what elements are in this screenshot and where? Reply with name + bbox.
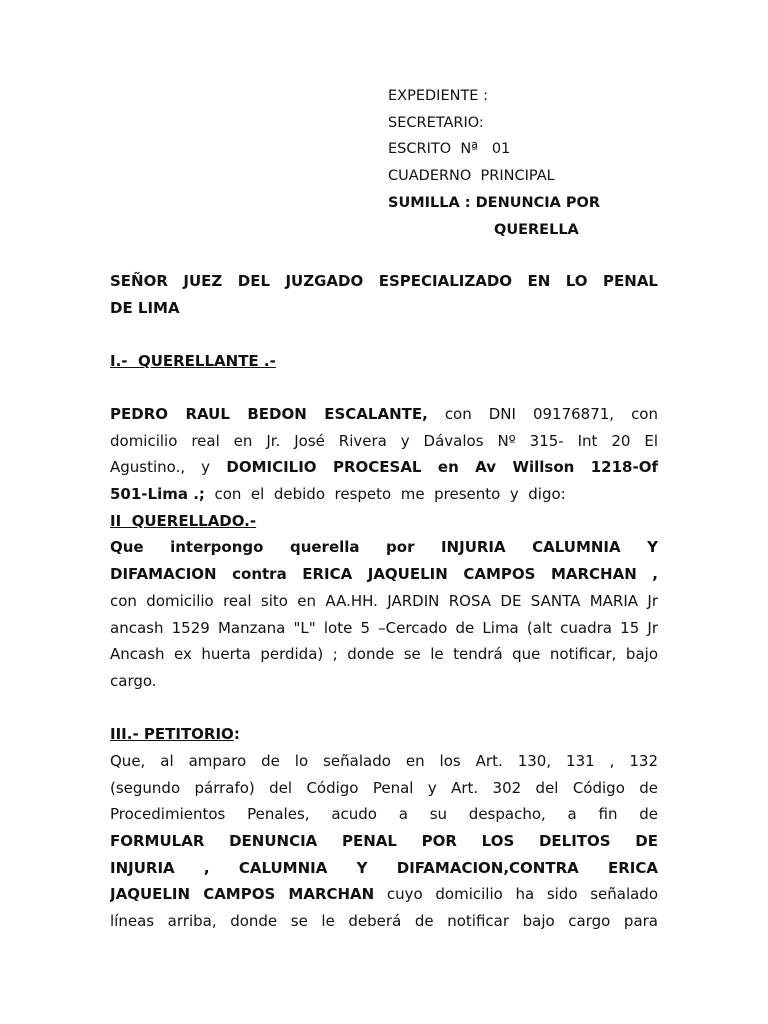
- addressee-line-2: DE LIMA: [110, 298, 180, 317]
- querellante-line-4b: con el debido respeto me presento y digo:: [204, 485, 566, 504]
- petitorio-heading: III.- PETITORIO: [110, 725, 234, 743]
- escrito-line: ESCRITO Nª 01: [388, 141, 511, 158]
- petitorio-paragraph: [110, 748, 658, 935]
- querellado-line-4: ancash 1529 Manzana "L" lote 5 –Cercado de Lima (alt cuadra 15 Jr: [110, 618, 658, 637]
- querellante-line-4: [110, 481, 658, 508]
- querellado-line-6: cargo.: [110, 671, 157, 690]
- querellante-name: PEDRO RAUL BEDON ESCALANTE,: [110, 405, 428, 423]
- case-header: [388, 83, 600, 243]
- cuaderno-line: CUADERNO PRINCIPAL: [388, 168, 555, 185]
- querellante-dni: con DNI 09176871, con: [427, 405, 658, 423]
- expediente-line: EXPEDIENTE :: [388, 88, 488, 104]
- addressee-line-1: SEÑOR JUEZ DEL JUZGADO ESPECIALIZADO EN LO PENAL: [110, 272, 658, 290]
- petitorio-line-4: FORMULAR DENUNCIA PENAL POR LOS DELITOS DE: [110, 832, 658, 851]
- querellado-heading-line: [110, 508, 658, 535]
- petitorio-colon: :: [233, 725, 240, 743]
- addressee: [110, 268, 658, 321]
- querellante-heading-block: [110, 348, 658, 375]
- petitorio-heading-block: [110, 721, 658, 748]
- querellante-heading: I.- QUERELLANTE .-: [110, 352, 276, 370]
- secretario-line: SECRETARIO:: [388, 114, 484, 131]
- querellante-paragraph: [110, 401, 658, 695]
- querellante-line-2: domicilio real en Jr. José Rivera y Dávalos Nº 315- Int 20 El: [110, 431, 658, 450]
- querellante-line-3: [110, 454, 658, 481]
- petitorio-line-7: líneas arriba, donde se le deberá de notificar bajo cargo para: [110, 912, 658, 931]
- querellado-line-5: Ancash ex huerta perdida) ; donde se le tendrá que notificar, bajo: [110, 645, 658, 664]
- petitorio-line-5: INJURIA , CALUMNIA Y DIFAMACION,CONTRA ERICA: [110, 858, 658, 877]
- querellado-line-3: con domicilio real sito en AA.HH. JARDIN ROSA DE SANTA MARIA Jr: [110, 591, 658, 610]
- petitorio-line-3: Procedimientos Penales, acudo a su despacho, a fin de: [110, 805, 658, 824]
- querellado-line-2: DIFAMACION contra ERICA JAQUELIN CAMPOS MARCHAN ,: [110, 565, 658, 584]
- petitorio-line-6b: cuyo domicilio ha sido señalado: [374, 885, 658, 904]
- sumilla-line-2: QUERELLA: [494, 221, 579, 238]
- querellado-line-1: Que interpongo querella por INJURIA CALUMNIA Y: [110, 538, 658, 557]
- querellado-name: JAQUELIN CAMPOS MARCHAN: [110, 885, 375, 904]
- petitorio-line-2: (segundo párrafo) del Código Penal y Art. 302 del Código de: [110, 778, 658, 797]
- querellante-line-3a: Agustino., y: [110, 458, 210, 477]
- domicilio-procesal: DOMICILIO PROCESAL en Av Willson 1218-Of: [209, 458, 658, 477]
- querellado-heading: II QUERELLADO.-: [110, 511, 257, 530]
- petitorio-line-1: Que, al amparo de lo señalado en los Art. 130, 131 , 132: [110, 752, 658, 770]
- domicilio-procesal-end: 501-Lima .;: [110, 485, 205, 504]
- querellante-line-1: [110, 401, 658, 428]
- petitorio-line-6: [110, 881, 658, 908]
- sumilla-line: SUMILLA : DENUNCIA POR: [388, 194, 601, 211]
